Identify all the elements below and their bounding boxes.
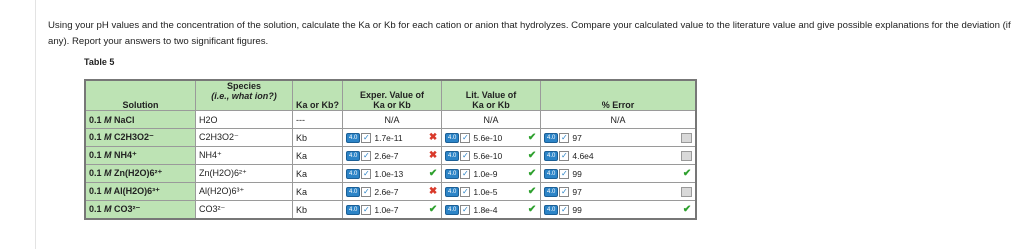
- correct-check-icon: ✔: [527, 149, 537, 161]
- lit-value-cell: [442, 165, 541, 183]
- species-input[interactable]: NH4⁺: [196, 147, 293, 165]
- percent-error-cell: [541, 183, 697, 201]
- solution-cell: [85, 111, 196, 129]
- percent-error-cell: [541, 147, 697, 165]
- answer-checkbox-icon[interactable]: ✓: [363, 132, 370, 142]
- header-k-type: Ka or Kb?: [293, 80, 343, 111]
- correct-check-icon: ✔: [527, 203, 537, 215]
- correct-check-icon: ✔: [682, 167, 692, 179]
- correct-check-icon: ✔: [682, 203, 692, 215]
- table-row: [85, 201, 696, 220]
- score-badge: 4.0: [445, 205, 459, 215]
- solution-name: Zn(H2O)6²⁺: [111, 168, 163, 178]
- page-divider: [35, 0, 36, 249]
- score-badge: 4.0: [544, 205, 558, 215]
- table-row: [85, 147, 696, 165]
- exper-value-input[interactable]: 1.0e-7: [374, 204, 399, 215]
- answer-checkbox-icon[interactable]: ✓: [363, 150, 370, 160]
- k-type-input[interactable]: Ka: [293, 183, 343, 201]
- molar-unit: M: [104, 114, 112, 125]
- percent-error-input[interactable]: 97: [572, 132, 582, 143]
- exper-value-cell: [343, 165, 442, 183]
- exper-value-cell: [343, 147, 442, 165]
- table-row: [85, 111, 696, 129]
- answer-checkbox-icon[interactable]: ✓: [462, 186, 469, 196]
- lit-value-input[interactable]: 1.8e-4: [473, 204, 498, 215]
- concentration-text: 0.1: [89, 186, 105, 196]
- header-row: [85, 80, 696, 111]
- lit-value-cell: [442, 201, 541, 220]
- species-input[interactable]: CO3²⁻: [196, 201, 293, 220]
- concentration-text: 0.1: [89, 150, 105, 160]
- lit-value-input[interactable]: 5.6e-10: [473, 150, 503, 161]
- concentration-text: 0.1: [89, 168, 105, 178]
- k-type-input[interactable]: Kb: [293, 201, 343, 220]
- answer-checkbox-icon[interactable]: ✓: [363, 186, 370, 196]
- solution-cell: [85, 147, 196, 165]
- exper-value-text: N/A: [384, 114, 400, 125]
- answer-checkbox-icon[interactable]: ✓: [561, 150, 568, 160]
- concentration-text: 0.1: [89, 204, 105, 214]
- percent-error-cell: [541, 111, 697, 129]
- solution-name: CO3²⁻: [111, 204, 141, 214]
- score-badge: 4.0: [346, 151, 360, 161]
- score-badge: 4.0: [346, 169, 360, 179]
- percent-error-input[interactable]: 97: [572, 186, 582, 197]
- table-caption: Table 5: [84, 57, 115, 67]
- molar-unit: M: [104, 150, 112, 160]
- answer-checkbox-icon[interactable]: ✓: [363, 204, 370, 214]
- score-badge: 4.0: [346, 133, 360, 143]
- answer-checkbox-icon[interactable]: ✓: [561, 132, 568, 142]
- correct-check-icon: ✔: [428, 167, 438, 179]
- answer-checkbox-icon[interactable]: ✓: [462, 204, 469, 214]
- score-badge: 4.0: [346, 205, 360, 215]
- percent-error-input[interactable]: 4.6e4: [572, 150, 594, 161]
- exper-value-input[interactable]: 2.6e-7: [374, 186, 399, 197]
- solution-cell: [85, 129, 196, 147]
- answer-checkbox-icon[interactable]: ✓: [462, 132, 469, 142]
- score-badge: 4.0: [544, 151, 558, 161]
- header-exper-value: Exper. Value of Ka or Kb: [343, 80, 442, 111]
- score-badge: 4.0: [544, 133, 558, 143]
- lit-value-input[interactable]: 1.0e-5: [473, 186, 498, 197]
- concentration-text: 0.1: [89, 114, 105, 125]
- incorrect-x-icon: ✖: [428, 149, 438, 161]
- concentration-text: 0.1: [89, 132, 105, 142]
- correct-check-icon: ✔: [527, 167, 537, 179]
- solution-name: C2H3O2⁻: [111, 132, 154, 142]
- lit-value-text: N/A: [483, 114, 499, 125]
- exper-value-input[interactable]: 1.0e-13: [374, 168, 404, 179]
- header-lit-value: Lit. Value of Ka or Kb: [442, 80, 541, 111]
- table-row: [85, 165, 696, 183]
- correct-check-icon: ✔: [527, 131, 537, 143]
- percent-error-input[interactable]: 99: [572, 168, 582, 179]
- correct-check-icon: ✔: [428, 203, 438, 215]
- instructions-text: Using your pH values and the concentration of the solution, calculate the Ka or Kb for each cation or anion that hydrolyzes. Compare your calculated value to the literature value and give possible explanations for the deviation (if any). Report your answers to two significant figures.: [48, 20, 1011, 47]
- exper-value-input[interactable]: 2.6e-7: [374, 150, 399, 161]
- percent-error-cell: [541, 201, 697, 220]
- score-badge: 4.0: [445, 187, 459, 197]
- exper-value-cell: [343, 201, 442, 220]
- table-row: [85, 129, 696, 147]
- k-type-input[interactable]: Ka: [293, 147, 343, 165]
- solution-name: NH4⁺: [111, 150, 137, 160]
- score-badge: 4.0: [445, 151, 459, 161]
- solution-cell: [85, 165, 196, 183]
- lit-value-input[interactable]: 5.6e-10: [473, 132, 503, 143]
- answer-checkbox-icon[interactable]: ✓: [363, 168, 370, 178]
- score-badge: 4.0: [544, 187, 558, 197]
- incorrect-x-icon: ✖: [428, 131, 438, 143]
- percent-error-cell: [541, 165, 697, 183]
- header-solution: Solution: [85, 80, 196, 111]
- hint-icon[interactable]: [681, 151, 692, 161]
- lit-value-input[interactable]: 1.0e-9: [473, 168, 498, 179]
- k-type-input[interactable]: ---: [293, 111, 343, 129]
- lit-value-cell: [442, 147, 541, 165]
- solution-cell: [85, 201, 196, 220]
- k-type-input[interactable]: Kb: [293, 129, 343, 147]
- exper-value-cell: [343, 183, 442, 201]
- score-badge: 4.0: [544, 169, 558, 179]
- table-row: [85, 183, 696, 201]
- score-badge: 4.0: [445, 133, 459, 143]
- header-percent-error: % Error: [541, 80, 697, 111]
- header-species: Species (i.e., what ion?): [196, 80, 293, 111]
- percent-error-cell: [541, 129, 697, 147]
- exper-value-cell: [343, 111, 442, 129]
- answer-checkbox-icon[interactable]: ✓: [561, 186, 568, 196]
- species-input[interactable]: H2O: [196, 111, 293, 129]
- exper-value-input[interactable]: 1.7e-11: [374, 132, 403, 143]
- solution-name: Al(H2O)6³⁺: [111, 186, 160, 196]
- answer-checkbox-icon[interactable]: ✓: [462, 150, 469, 160]
- score-badge: 4.0: [445, 169, 459, 179]
- molar-unit: M: [104, 186, 112, 196]
- lit-value-cell: [442, 111, 541, 129]
- molar-unit: M: [104, 204, 112, 214]
- lit-value-cell: [442, 129, 541, 147]
- solution-name: NaCl: [111, 114, 135, 125]
- score-badge: 4.0: [346, 187, 360, 197]
- percent-error-text: N/A: [610, 114, 626, 125]
- species-input[interactable]: Zn(H2O)6²⁺: [196, 165, 293, 183]
- hydrolysis-table: [84, 79, 697, 220]
- species-input[interactable]: Al(H2O)6³⁺: [196, 183, 293, 201]
- percent-error-input[interactable]: 99: [572, 204, 582, 215]
- molar-unit: M: [104, 132, 112, 142]
- exper-value-cell: [343, 129, 442, 147]
- hint-icon[interactable]: [681, 187, 692, 197]
- correct-check-icon: ✔: [527, 185, 537, 197]
- hint-icon[interactable]: [681, 133, 692, 143]
- lit-value-cell: [442, 183, 541, 201]
- k-type-input[interactable]: Ka: [293, 165, 343, 183]
- solution-cell: [85, 183, 196, 201]
- answer-checkbox-icon[interactable]: ✓: [462, 168, 469, 178]
- incorrect-x-icon: ✖: [428, 185, 438, 197]
- molar-unit: M: [104, 168, 112, 178]
- answer-checkbox-icon[interactable]: ✓: [561, 168, 568, 178]
- species-input[interactable]: C2H3O2⁻: [196, 129, 293, 147]
- answer-checkbox-icon[interactable]: ✓: [561, 204, 568, 214]
